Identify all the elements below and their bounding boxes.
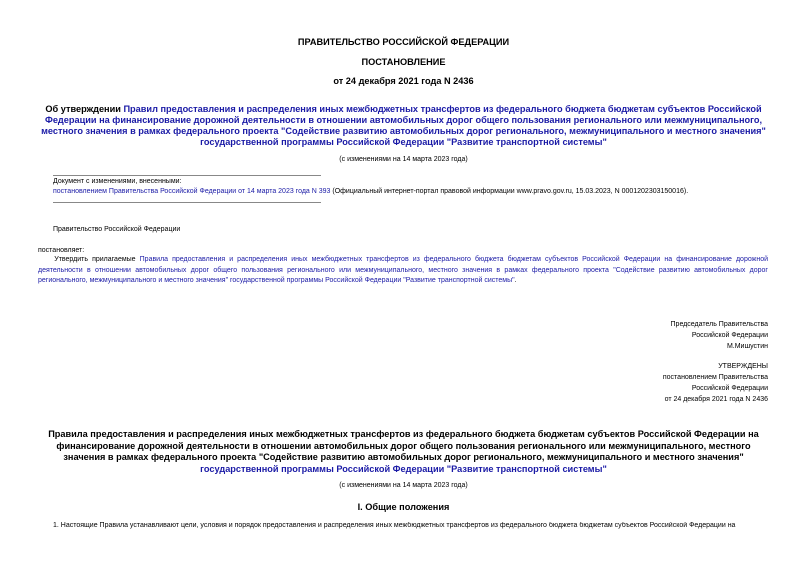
approval-prefix: Утвердить прилагаемые — [54, 256, 140, 263]
document-type-heading: ПОСТАНОВЛЕНИЕ — [361, 57, 446, 67]
approved-by-line: постановлением Правительства — [662, 374, 768, 381]
approved-date: от 24 декабря 2021 года N 2436 — [664, 396, 768, 403]
signature-name: М.Мишустин — [726, 343, 768, 350]
issuing-body: Правительство Российской Федерации — [53, 226, 181, 233]
amendments-label: Документ с изменениями, внесенными: — [53, 178, 182, 185]
document-subject — [40, 104, 767, 148]
signature-country: Российской Федерации — [691, 332, 768, 339]
rules-title — [40, 429, 767, 475]
rules-revision-note: (с изменениями на 14 марта 2023 года) — [339, 482, 468, 489]
approval-paragraph — [38, 255, 768, 287]
approved-word: УТВЕРЖДЕНЫ — [718, 363, 768, 370]
rules-paragraph-1: 1. Настоящие Правила устанавливают цели, условия и порядок предоставления и распределения иных межбюджетных трансфертов из федерального бюджета бюджетам субъектов Российской Федерации на — [53, 522, 736, 529]
rules-title-main: Правила предоставления и распределения иных межбюджетных трансфертов из федерального бюджета бюджетам субъектов Российской Федерации на финансирование дорожной деятельности в отношении автомобильных дорог общего пользования регионального или межмуниципального, местного значения в рамках федерального проекта "Содействие развитию автомобильных дорог регионального, межмуниципального и местного значения" — [48, 429, 759, 462]
rules-link[interactable]: Правил предоставления и распределения иных межбюджетных трансфертов из федерального бюджета бюджетам субъектов Российской Федерации на финансирование дорожной деятельности в отношении автомобильных дорог общего пользования регионального или межмуниципального, местного значения в рамках федерального проекта "Содействие развитию автомобильных дорог регионального, межмуниципального и местного значения" государственной программы Российской Федерации "Развитие транспортной системы" — [41, 104, 766, 147]
divider-top — [53, 175, 321, 176]
divider-bottom — [53, 202, 321, 203]
approved-rules-link[interactable]: Правила предоставления и распределения иных межбюджетных трансфертов из федерального бюджета бюджетам субъектов Российской Федерации на финансирование дорожной деятельности в отношении автомобильных дорог общего пользования регионального или межмуниципального, местного значения в рамках федерального проекта "Содействие развитию автомобильных дорог регионального, межмуниципального и местного значения" государственной программы Российской Федерации "Развитие транспортной системы" — [38, 256, 769, 284]
approval-stamp-block — [663, 361, 768, 405]
decides-word: постановляет: — [38, 247, 85, 254]
signature-block — [671, 319, 768, 352]
signature-position: Председатель Правительства — [670, 321, 768, 328]
amendment-link[interactable]: постановлением Правительства Российской Федерации от 14 марта 2023 года N 393 — [53, 188, 331, 195]
state-program-link[interactable]: государственной программы Российской Федерации "Развитие транспортной системы" — [200, 463, 607, 474]
document-date-number: от 24 декабря 2021 года N 2436 — [333, 76, 474, 86]
amendment-source-note: (Официальный интернет-портал правовой информации www.pravo.gov.ru, 15.03.2023, N 0001202303150016). — [330, 188, 689, 195]
section-heading: I. Общие положения — [357, 502, 450, 512]
approved-country: Российской Федерации — [691, 385, 768, 392]
approval-suffix: . — [514, 277, 517, 284]
subject-prefix: Об утверждении — [45, 104, 124, 114]
government-heading: ПРАВИТЕЛЬСТВО РОССИЙСКОЙ ФЕДЕРАЦИИ — [297, 37, 510, 47]
amendments-entry — [53, 188, 688, 195]
revision-note: (с изменениями на 14 марта 2023 года) — [339, 156, 468, 163]
